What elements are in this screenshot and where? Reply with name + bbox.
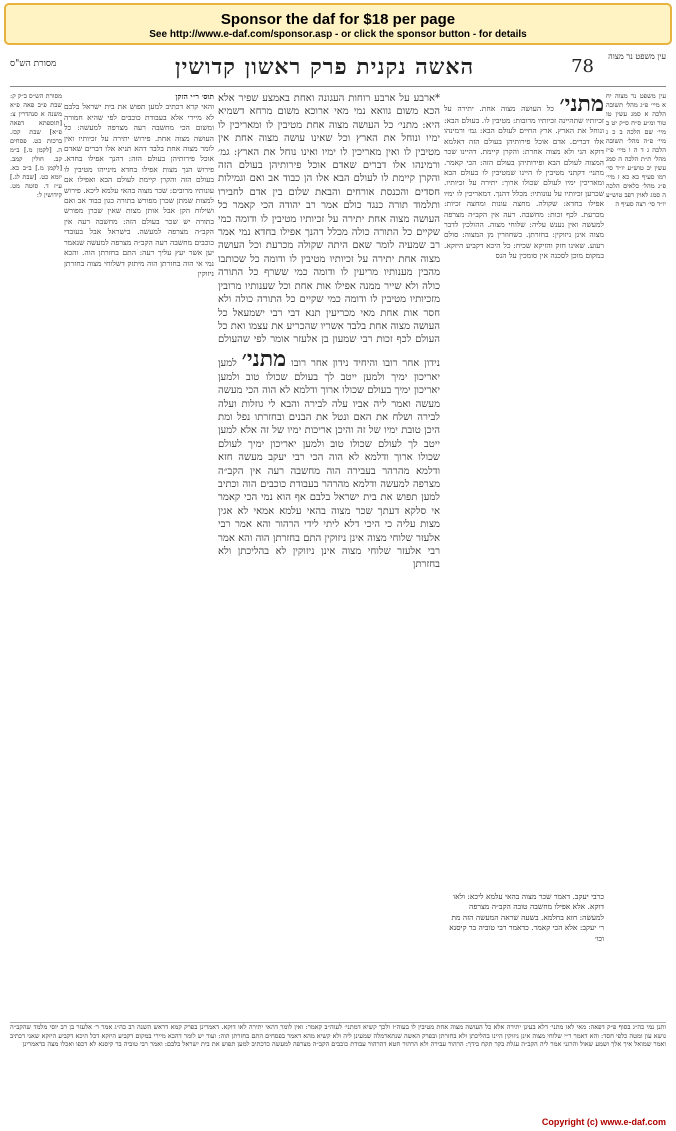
ein-mishpat-margin <box>606 92 666 1092</box>
tosafot-title: תוס׳ ר״י הזקן <box>175 92 214 101</box>
ein-mishpat-text: עין משפט נר מצוה יח א מיי׳ פ״ג מהל׳ תשובה הלכה א סמג עשין טו טור ומ״ע ס״ח ס״ק יט ב מיי׳ שם הלכה ב כ ג מיי׳ פ״ה מהל׳ תשובה הלכה ג ד ה ו מיי׳ פ״ז מהל׳ ת״ת הלכה ה סמג עשין יב טוש״ע יו״ד סי׳ רמו סעיף כא כא ז מיי׳ פ״ג מהל׳ כלאים הלכה ה סמג לאוין רפב טוש״ע יו״ד סי׳ רצה סעיף ה <box>606 92 666 208</box>
page-header <box>10 52 666 87</box>
tosafot-text: והאי קרא דכתיב למען תפוש את בית ישראל בלבם לא מיירי אלא בעבודת כוכבים לפי שהיא חמורה ומשום הכי מחשבה רעה מצרפה למעשה: כל העושה מצוה אחת. פירוש יתירה על זכיותיו ואין לומר מצוה אחת בלבד דהא תניא אלו דברים שאדם אוכל פירותיהן בעולם הזה: דהנך אפילו בחדא. פירוש הנך מצות אפילו בחדא מינייהו מטיבין לו בעולם הזה והקרן קיימת לעולם הבא ואפילו אם עונותיו מרובים: שכר מצוה בהאי עלמא ליכא. פירוש למצות שמתן שכרן מפורש בתורה כגון כבוד אב ואם ושילוח הקן אבל אותן מצות שאין שכרן מפורש בתורה יש שכר בעולם הזה: מחשבה רעה אין הקב״ה מצרפה למעשה. בישראל אבל בעובדי כוכבים מחשבה רעה הקב״ה מצרפה למעשה שנאמר יען אשר יעץ עליך רעה: התם בחזרתן הוה. והכא נמי אי הוה בחזרתן הוה מיתזק דשלוחי מצוה בחזרתן ניזוקין <box>64 102 214 278</box>
copyright-link[interactable]: Copyright (c) www.e-daf.com <box>541 1117 666 1127</box>
page-title: האשה נקנית פרק ראשון קדושין <box>175 54 475 80</box>
rashi-bottom-text: כרבי יעקב. דאמר שכר מצוה בהאי עלמא ליכא: ולאו דוקא. אלא אפילו מחשבה טובה הקב״ה מצרפה למעשה: חזא בחלמא. בשעה שראה המעשה הזה מת ר׳ יעקב: אלא הכי קאמר. כדאמר רבי טוביה בר קיסנא וכו׳ <box>449 892 604 943</box>
sponsor-banner[interactable] <box>4 3 672 45</box>
tosafot-column <box>64 92 214 1022</box>
gemara-text-continued: למען יאריכון ימיך ולמען ייטב לך בעולם שכולו טוב ולמען יאריכון ימיך בעולם שכולו ארוך ודלמא לא הוה הכי מעשה מעשה ואמר ליה אביו עלה לבירה והבא לי גוזלות ועלה לבירה ושלח את האם ונטל את הבנים ובחזרתו נפל ומת היכן טובת ימיו של זה והיכן אריכות ימיו של זה אלא למען ייטב לך לעולם שכולו טוב ולמען יאריכון ימיך לעולם שכולו ארוך ודלמא לא הוה הכי רבי יעקב מעשה חזא ודלמא מהרהר בעבירה הוה מחשבה רעה אין הקב״ה מצרפה למעשה ודלמא מהרהר בעבודת כוכבים הוה וכתיב למען תפוש את בית ישראל בלבם אף הוא נמי הכי קאמר אי סלקא דעתך שכר מצוה בהאי עלמא אמאי לא אגין מצות עליה כי היכי דלא ליתי לידי הרהור והא אמר רבי אלעזר שלוחי מצוה אינן ניזוקין התם בחזרתן הוה והא אמר רבי אלעזר שלוחי מצוה אינן ניזוקין לא בהליכתן ולא בחזרתן <box>218 357 440 571</box>
gemara-column <box>218 92 440 1022</box>
page-columns <box>10 92 666 1104</box>
rashi-opening-word: מתני׳ <box>559 92 604 117</box>
rashi-text: כל העושה מצוה אחת. יתירה על זכיותיו שתהיינה זכיותיו מרובות: מטיבין לו. בעולם הבא: ונוחל את הארץ. ארץ החיים לעולם הבא: גמ׳ ורמינהו אלו דברים. אדם אוכל פירותיהן בעולם הזה דאלמא דוקא הני ולא מצוה אחרת: והקרן קיימת. דהיינו שכר המצוה לעולם הבא ופירותיהן בעולם הזה: הכי קאמר. מתני׳ דקתני מטיבין לו היינו שמטיבין לו בעולם הבא ומאריכין ימיו לעולם שכולו ארוך: יתירה על זכיותיו. שכרען זכיותיו על עונותיו: מכלל דהנך. דמאריכין לו ימיו אפילו בחדא: שקולה. מחצה עונות ומחצה זכיות: מכרעת. לכף זכות: מחשבה. רעה אין הקב״ה מצרפה למעשה ואין נענש עליה: שלוחי מצוה. ההולכין לדבר מצוה אינן ניזוקין: בחזרתן. כשחוזרין מן המצוה: סולם רעוע. שאינו חזק והזיקא שכיח: כל היכא דקביע היזקא. במקום מוכן לסכנה אין סומכין על הנס <box>444 104 604 261</box>
ein-mishpat-label: עין משפט נר מצוה <box>608 52 666 61</box>
bottom-commentary <box>10 1022 666 1103</box>
sponsor-title[interactable]: Sponsor the daf for $18 per page <box>220 11 456 28</box>
gemara-text: *ארבע על ארבע רוחות העגונה ואחת באמצע שפיר אלא הכא משום גוואא נמי מאי ארוכא משום מרחא דשמיא היא: מתני׳ כל העושה מצוה אחת מטיבין לו ומאריכין לו ימיו ונוחל את הארץ וכל שאינו עושה מצוה אחת אין מטיבין לו ואין מאריכין לו ימיו ואינו נוחל את הארץ: גמ׳ ורמינהו אלו דברים שאדם אוכל פירותיהן בעולם הזה והקרן קיימת לו לעולם הבא אלו הן כבוד אב ואם וגמילות חסדים והכנסת אורחים והבאת שלום בין אדם לחבירו ותלמוד תורה כנגד כולם אמר רב יהודה הכי קאמר כל העושה מצוה אחת יתירה על זכיותיו מטיבין לו ודומה כמי שקיים כל התורה כולה מכלל דהנך אפילו בחדא נמי אמר רב שמעיה לומר שאם היתה שקולה מכרעת וכל העושה מצוה אחת יתירה על זכיותיו מטיבין לו ודומה כל שכותבו מהבין מענותיו מריעין לו ודומה כמי ששרף כל התורה כולה ולא שייר ממנה אפילו אות אחת וכל שענותיו מרובין מזכיותיו מטיבין לו ודומה כמי שקיים כל התורה כולה ולא חסר אות אחת מאי מכריעין תנא דבי רבי ישמעאל כל העושה מצוה אחת בלבד אשריו שהכריע את עצמו ואת כל העולם לכף זכות רבי שמעון בן אלעזר אומר לפי שהעולם נידון אחר רובו והיחיד נידון אחר רובו <box>218 93 440 369</box>
bottom-commentary-text: ותנן נמי כה״ג בסוף פ״ק דפאה: מאי לאו מתני׳ דלא בעינן יתירה אלא כל העושה מצוה אחת מטיבין לו בעוה״ז ולכך קשיא דמתני׳ לעוה״ב קאמר: ואין לומר דהאי יתירה לאו דוקא. דאמרינן בפרק קמא דראש השנה רב כה״ג אמר ר׳ אלעזר בן רב יוסי מלמד שהקב״ה נושא עון ומטה כלפי חסד: והא דאמר ר״י שלוחי מצוה אינן ניזוקין היינו בהליכתן ולא בחזרתן ובפרק האשה שנתארמלה שמעינן ליה ולא קשיא מהא דאמר בפסחים התם בחזרתן הוה: ועוד יש לומר דהכא מיירי במקום דקביע היזקא דכל היכא דקביע היזקא שאני דכתיב ואמר שמואל איך אלך ושמע שאול והרגני אמר ליה הקב״ה עגלת בקר תקח בידך: הרהור עבירה ולא הרהור חטא דהרהור עבודת כוכבים הקב״ה מצרפה למעשה כדכתיב למען תפוש את בית ישראל בלבם: ואמר רבי טוביה בר קיסנא לא דכפו ואכלו מצה כדאמרינן <box>10 1023 666 1049</box>
gemara-opening-word: מתני׳ <box>241 345 287 372</box>
sponsor-subtitle[interactable]: See http://www.e-daf.com/sponsor.asp - or click the sponsor button - for details <box>149 29 527 40</box>
rashi-bottom-block <box>444 892 604 1020</box>
page-number: 78 <box>571 56 594 77</box>
rashi-column <box>444 92 604 882</box>
mesoret-hashas-label: מסורת הש"ס <box>10 59 57 69</box>
mesoret-text: מסורת הש״ס ב״ק ק: שבת פ״ב פאה פ״א משנה א סנהדרין צ: [תוספתא דפאה פ״א] שבת קכז. ברכות כט. פסחים ה. [לקמן מ.] ב״מ קב. חולין קמב. [לקמן מ.] ב״ב כא. יומא כט. [שבת לג.] ע״ז ד. סוטה מט. קידושין ל: <box>10 92 62 199</box>
talmud-page <box>10 52 666 1112</box>
mesoret-margin <box>10 92 62 1092</box>
